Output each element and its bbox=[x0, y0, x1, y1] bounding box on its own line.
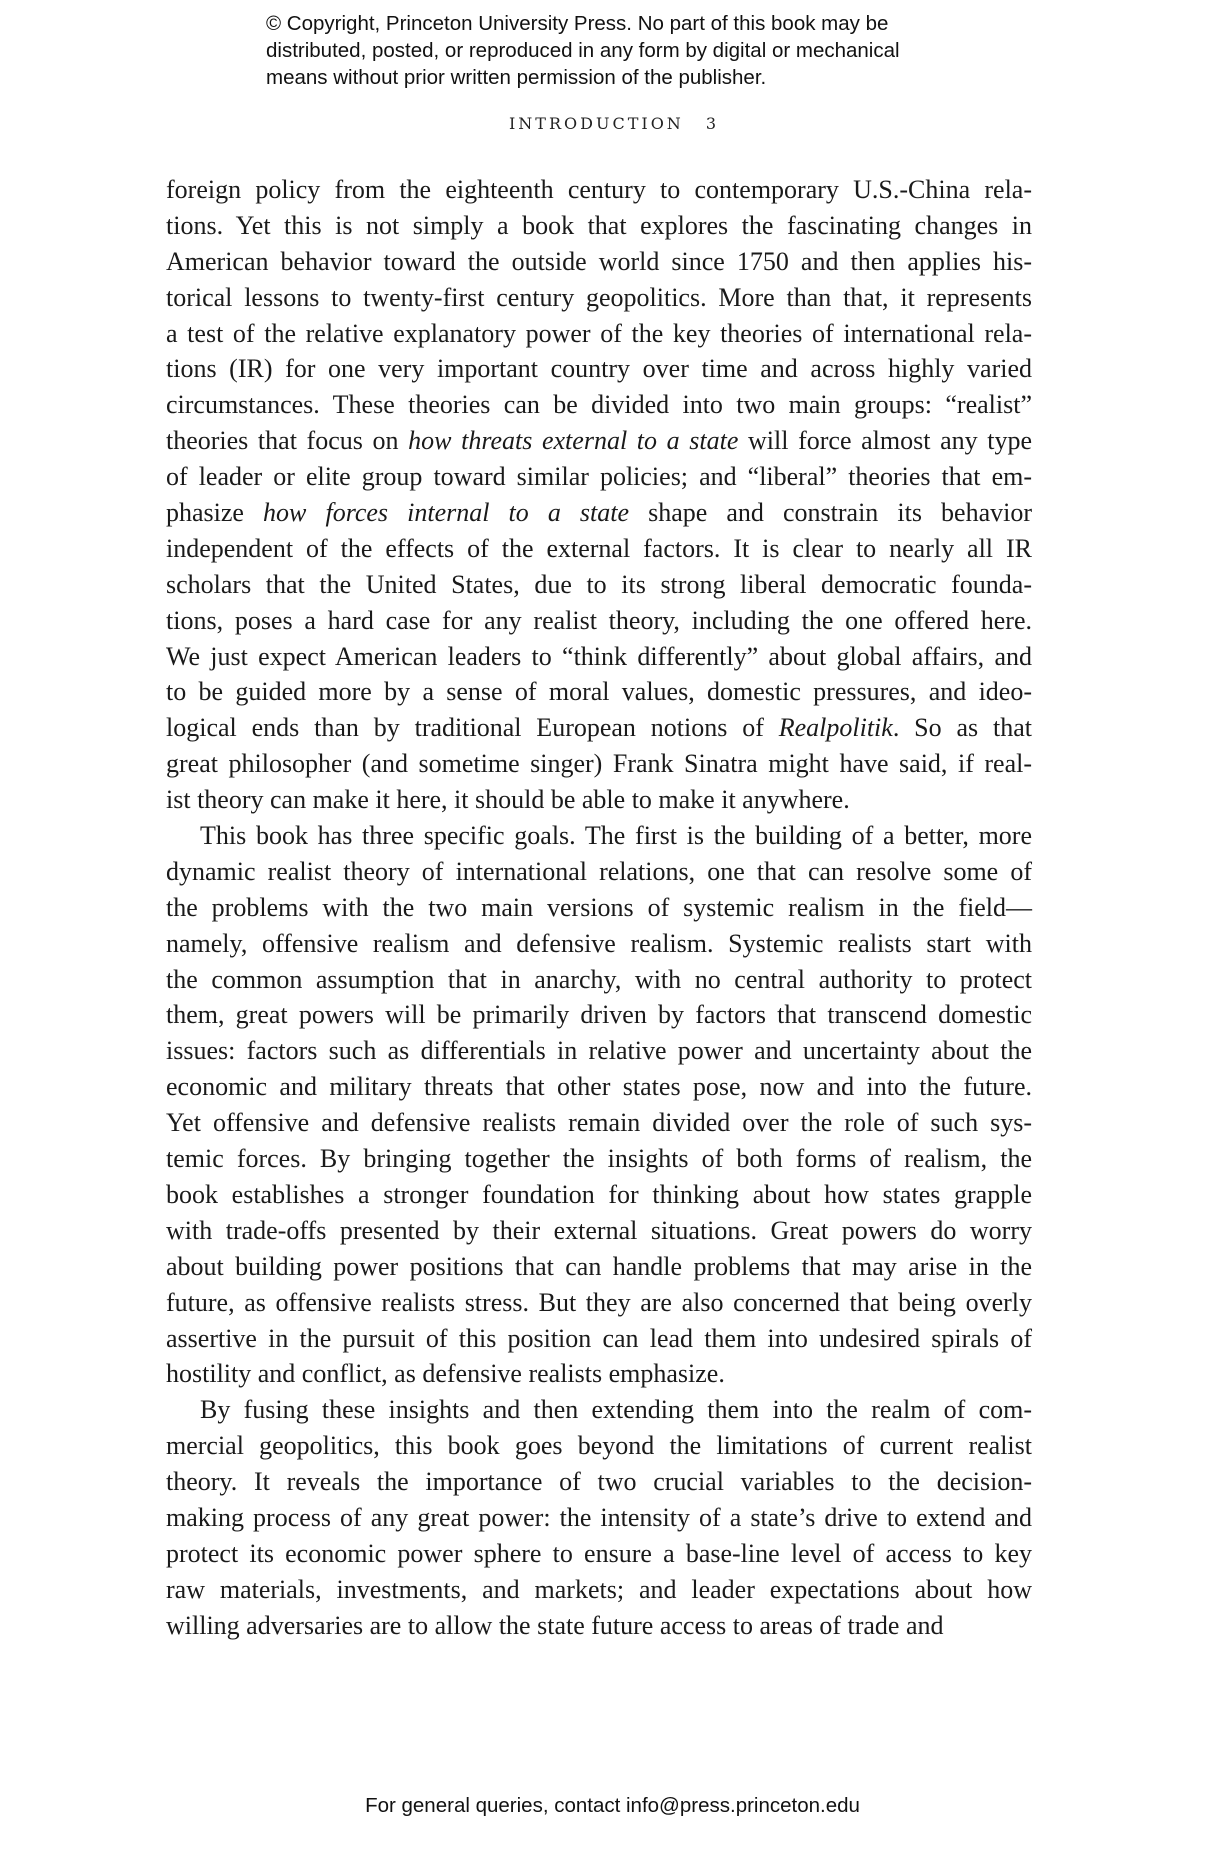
text-segment: protect its economic power sphere to ensure a base-line level of access to key bbox=[166, 1538, 1032, 1568]
text-segment: hostility and conflict, as defensive realists emphasize. bbox=[166, 1359, 725, 1389]
text-line bbox=[166, 674, 1032, 710]
text-segment: about building power positions that can handle problems that may arise in the bbox=[166, 1251, 1032, 1281]
text-line bbox=[166, 603, 1032, 639]
text-line bbox=[166, 1608, 1032, 1644]
text-segment: shape and constrain its behavior bbox=[629, 498, 1032, 528]
text-segment: to be guided more by a sense of moral values, domestic pressures, and ideo- bbox=[166, 677, 1032, 707]
text-segment: them, great powers will be primarily driven by factors that transcend domestic bbox=[166, 1000, 1032, 1030]
text-segment: the problems with the two main versions of systemic realism in the field— bbox=[166, 892, 1032, 922]
copyright-notice bbox=[266, 10, 1006, 91]
text-segment: great philosopher (and sometime singer) Frank Sinatra might have said, if real- bbox=[166, 749, 1032, 779]
text-segment: temic forces. By bringing together the insights of both forms of realism, the bbox=[166, 1144, 1032, 1174]
text-line bbox=[166, 926, 1032, 962]
text-line bbox=[166, 208, 1032, 244]
text-line bbox=[166, 1321, 1032, 1357]
text-line bbox=[166, 459, 1032, 495]
text-segment: ist theory can make it here, it should be able to make it anywhere. bbox=[166, 785, 850, 815]
copyright-line: © Copyright, Princeton University Press. No part of this book may be bbox=[266, 12, 889, 35]
text-segment: the common assumption that in anarchy, with no central authority to protect bbox=[166, 964, 1032, 994]
text-line bbox=[166, 387, 1032, 423]
text-segment: raw materials, investments, and markets; and leader expectations about how bbox=[166, 1574, 1032, 1604]
text-line bbox=[166, 710, 1032, 746]
text-segment: making process of any great power: the intensity of a state’s drive to extend and bbox=[166, 1502, 1032, 1532]
text-line bbox=[166, 316, 1032, 352]
text-line bbox=[166, 1105, 1032, 1141]
text-line bbox=[166, 1033, 1032, 1069]
text-line bbox=[166, 244, 1032, 280]
text-line bbox=[166, 1464, 1032, 1500]
text-segment: We just expect American leaders to “think differently” about global affairs, and bbox=[166, 641, 1032, 671]
section-title: INTRODUCTION bbox=[508, 114, 684, 133]
text-segment: namely, offensive realism and defensive realism. Systemic realists start with bbox=[166, 928, 1032, 958]
text-line bbox=[166, 1392, 1032, 1428]
text-segment: of leader or elite group toward similar policies; and “liberal” theories that em- bbox=[166, 462, 1032, 492]
text-segment: tions (IR) for one very important country over time and across highly varied bbox=[166, 354, 1032, 384]
copyright-line: distributed, posted, or reproduced in any form by digital or mechanical bbox=[266, 39, 900, 62]
text-segment: tions. Yet this is not simply a book that explores the fascinating changes in bbox=[166, 210, 1032, 240]
text-line bbox=[166, 567, 1032, 603]
text-segment: circumstances. These theories can be divided into two main groups: “realist” bbox=[166, 390, 1032, 420]
italic-phrase: how forces internal to a state bbox=[263, 498, 630, 528]
text-line bbox=[166, 746, 1032, 782]
text-segment: foreign policy from the eighteenth century to contemporary U.S.-China rela- bbox=[166, 175, 1032, 204]
text-segment: dynamic realist theory of international relations, one that can resolve some of bbox=[166, 856, 1032, 886]
text-segment: American behavior toward the outside world since 1750 and then applies his- bbox=[166, 246, 1032, 276]
italic-phrase: how threats external to a state bbox=[408, 426, 739, 456]
text-segment: logical ends than by traditional European notions of bbox=[166, 713, 779, 743]
copyright-line: means without prior written permission of the publisher. bbox=[266, 66, 767, 89]
text-segment: a test of the relative explanatory power of the key theories of international rela- bbox=[166, 318, 1032, 348]
text-segment: torical lessons to twenty-first century geopolitics. More than that, it represents bbox=[166, 282, 1032, 312]
text-segment: issues: factors such as differentials in relative power and uncertainty about the bbox=[166, 1036, 1032, 1066]
text-line bbox=[166, 1213, 1032, 1249]
text-segment: independent of the effects of the external factors. It is clear to nearly all IR bbox=[166, 533, 1032, 563]
page-number: 3 bbox=[705, 114, 716, 133]
text-line bbox=[166, 962, 1032, 998]
text-segment: tions, poses a hard case for any realist theory, including the one offered here. bbox=[166, 605, 1032, 635]
body-text bbox=[166, 172, 1032, 1644]
italic-phrase: Realpolitik bbox=[778, 713, 893, 743]
text-segment: Yet offensive and defensive realists remain divided over the role of such sys- bbox=[166, 1108, 1032, 1138]
text-line bbox=[166, 782, 1032, 818]
text-segment: willing adversaries are to allow the state future access to areas of trade and bbox=[166, 1610, 944, 1640]
text-segment: future, as offensive realists stress. But they are also concerned that being overly bbox=[166, 1287, 1032, 1317]
text-line bbox=[166, 351, 1032, 387]
text-line bbox=[166, 890, 1032, 926]
text-segment: assertive in the pursuit of this position can lead them into undesired spirals of bbox=[166, 1323, 1032, 1353]
text-line bbox=[166, 1285, 1032, 1321]
text-line bbox=[166, 854, 1032, 890]
text-segment: theory. It reveals the importance of two crucial variables to the decision- bbox=[166, 1467, 1032, 1497]
text-line bbox=[166, 1177, 1032, 1213]
text-line bbox=[166, 1536, 1032, 1572]
text-segment: with trade-offs presented by their external situations. Great powers do worry bbox=[166, 1215, 1032, 1245]
text-line bbox=[166, 1428, 1032, 1464]
text-line bbox=[166, 172, 1032, 208]
text-line bbox=[166, 1069, 1032, 1105]
text-segment: book establishes a stronger foundation for thinking about how states grapple bbox=[166, 1179, 1032, 1209]
text-line bbox=[166, 1500, 1032, 1536]
footer-contact: For general queries, contact info@press.princeton.edu bbox=[365, 1794, 860, 1817]
text-segment: mercial geopolitics, this book goes beyond the limitations of current realist bbox=[166, 1431, 1032, 1461]
running-head bbox=[0, 114, 1225, 133]
text-line bbox=[166, 639, 1032, 675]
text-line bbox=[166, 495, 1032, 531]
text-segment: will force almost any type bbox=[738, 426, 1033, 456]
text-line bbox=[166, 1141, 1032, 1177]
text-segment: . So as that bbox=[892, 713, 1033, 743]
text-line bbox=[166, 531, 1032, 567]
text-segment: By fusing these insights and then extending them into the realm of com- bbox=[200, 1395, 1032, 1425]
text-line bbox=[166, 818, 1032, 854]
text-segment: theories that focus on bbox=[166, 426, 409, 456]
text-segment: phasize bbox=[166, 498, 264, 528]
text-line bbox=[166, 997, 1032, 1033]
text-line bbox=[166, 1249, 1032, 1285]
text-line bbox=[166, 280, 1032, 316]
text-segment: This book has three specific goals. The first is the building of a better, more bbox=[200, 821, 1032, 851]
text-segment: economic and military threats that other states pose, now and into the future. bbox=[166, 1072, 1032, 1102]
text-line bbox=[166, 1572, 1032, 1608]
text-segment: scholars that the United States, due to its strong liberal democratic founda- bbox=[166, 569, 1032, 599]
text-line bbox=[166, 1356, 1032, 1392]
text-line bbox=[166, 423, 1032, 459]
